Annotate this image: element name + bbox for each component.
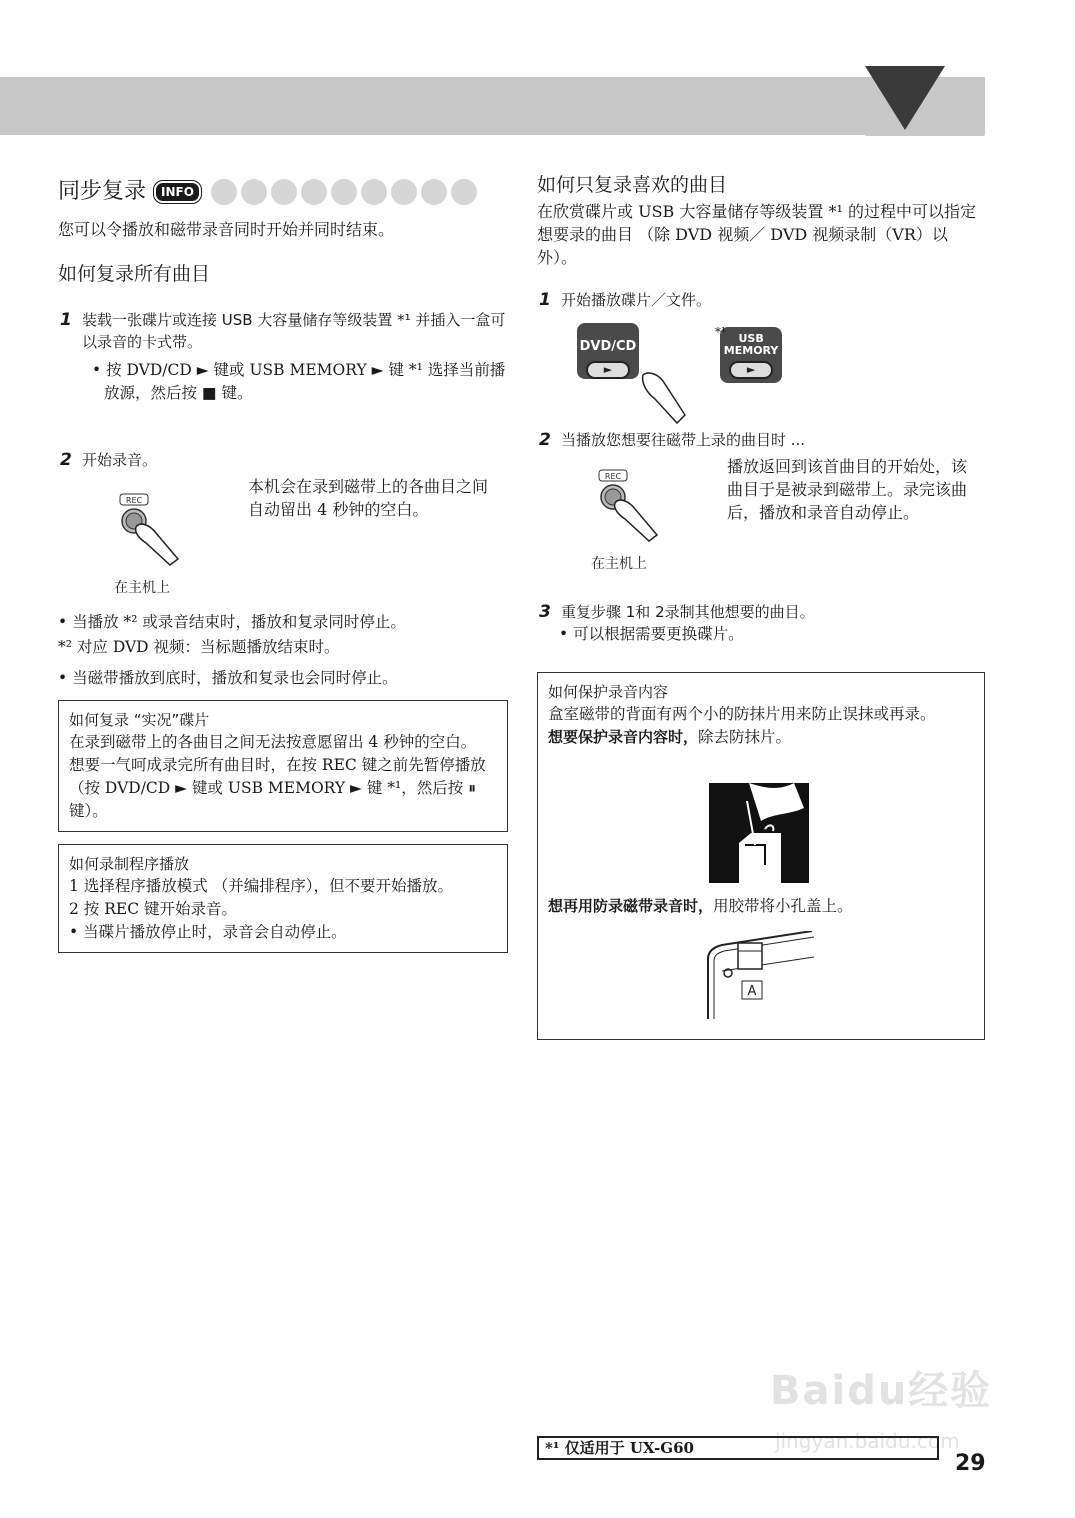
- step-1-bullet: • 按 DVD/CD ► 键或 USB MEMORY ► 键 *¹ 选择当前播放源，然后按 ■ 键。: [92, 361, 506, 402]
- box-program-l3: • 当碟片播放停止时，录音会自动停止。: [69, 923, 347, 941]
- box-protect-p1: 盒室磁带的背面有两个小的防抹片用来防止误抹或再录。: [548, 705, 936, 723]
- decorative-dots: [211, 179, 477, 205]
- box-protect-p3: 想再用防录磁带录音时，用胶带将小孔盖上。: [548, 897, 853, 915]
- right-step-3-bullet: • 可以根据需要更换碟片。: [559, 625, 744, 643]
- subhead-favorite: 如何只复录喜欢的曲目: [537, 174, 728, 196]
- box-program: [58, 844, 508, 953]
- box-program-title: 如何录制程序播放: [69, 855, 190, 873]
- watermark-url: jingyan.baidu.com: [775, 1429, 960, 1453]
- right-step-2: 2 当播放您想要往磁带上录的曲目时 ...: [539, 430, 806, 450]
- svg-text:A: A: [747, 984, 757, 999]
- box-protect: [537, 672, 985, 1040]
- subhead-all-tracks: 如何复录所有曲目: [58, 263, 211, 285]
- right-step-1: 1 开始播放碟片／文件。: [539, 290, 712, 310]
- box-live-p2: 想要一气呵成录完所有曲目时，在按 REC 键之前先暂停播放（按 DVD/CD ► 键或 USB MEMORY ► 键 *¹，然后按 ⏸ 键）。: [69, 756, 486, 820]
- step-2-desc: 本机会在录到磁带上的各曲目之间自动留出 4 秒钟的空白。: [248, 477, 489, 519]
- tab-removal-illustration: [709, 783, 809, 883]
- header-triangle: [865, 66, 985, 136]
- play-icon: ►: [729, 361, 773, 379]
- box-protect-p2: 想要保护录音内容时，除去防抹片。: [548, 728, 792, 746]
- note-2: *² 对应 DVD 视频：当标题播放结束时。: [58, 638, 340, 656]
- finger-press-icon: [633, 371, 693, 431]
- left-column: [58, 178, 508, 953]
- bullet-stop: • 当播放 *² 或录音结束时，播放和复录同时停止。: [58, 613, 406, 631]
- on-unit-label: 在主机上: [114, 580, 170, 596]
- usb-memory-key: USB MEMORY ►: [720, 327, 782, 383]
- box-live-disc: [58, 700, 508, 832]
- header-band: [0, 77, 985, 135]
- footnote-box: *¹ 仅适用于 UX-G60: [537, 1436, 939, 1460]
- bullet-tape-end: • 当磁带播放到底时，播放和复录也会同时停止。: [58, 669, 398, 687]
- right-column: [537, 172, 985, 1040]
- box-live-p1: 在录到磁带上的各曲目之间无法按意愿留出 4 秒钟的空白。: [69, 733, 477, 751]
- box-protect-title: 如何保护录音内容: [548, 683, 669, 701]
- on-unit-label: 在主机上: [591, 556, 647, 572]
- right-intro: 在欣赏碟片或 USB 大容量储存等级装置 *¹ 的过程中可以指定想要录的曲目 （除 DVD 视频／ DVD 视频录制（VR）以外）。: [537, 202, 976, 267]
- box-live-title: 如何复录 “实况”碟片: [69, 711, 210, 729]
- tape-cover-illustration: [702, 931, 822, 1021]
- intro-text: 您可以令播放和磁带录音同时开始并同时结束。: [58, 220, 395, 239]
- step-2: 2 开始录音。: [60, 450, 158, 470]
- play-icon: ►: [586, 361, 630, 379]
- svg-text:REC: REC: [125, 496, 143, 505]
- section-title: [58, 178, 508, 206]
- rec-button-press-icon: [595, 467, 675, 547]
- box-program-l2: 2 按 REC 键开始录音。: [69, 900, 237, 918]
- right-step-3: 3 重复步骤 1和 2录制其他想要的曲目。: [539, 602, 815, 622]
- box-program-l1: 1 选择程序播放模式 （并编排程序），但不要开始播放。: [69, 877, 453, 895]
- svg-text:REC: REC: [604, 472, 622, 481]
- right-step-2-desc: 播放返回到该首曲目的开始处，该曲目于是被录到磁带上。录完该曲后，播放和录音自动停止。: [727, 457, 968, 522]
- key-note: *¹: [715, 325, 726, 339]
- info-badge: INFO: [154, 181, 201, 203]
- watermark-logo: Baidu经验: [770, 1368, 993, 1414]
- step-1: 1 装载一张碟片或连接 USB 大容量储存等级装置 *¹ 并插入一盒可以录音的卡式带。: [60, 310, 506, 351]
- page-number: 29: [955, 1451, 986, 1476]
- dvd-cd-key: DVD/CD ►: [577, 323, 639, 379]
- title-text: 同步复录: [58, 179, 147, 204]
- rec-button-press-icon: [116, 491, 196, 571]
